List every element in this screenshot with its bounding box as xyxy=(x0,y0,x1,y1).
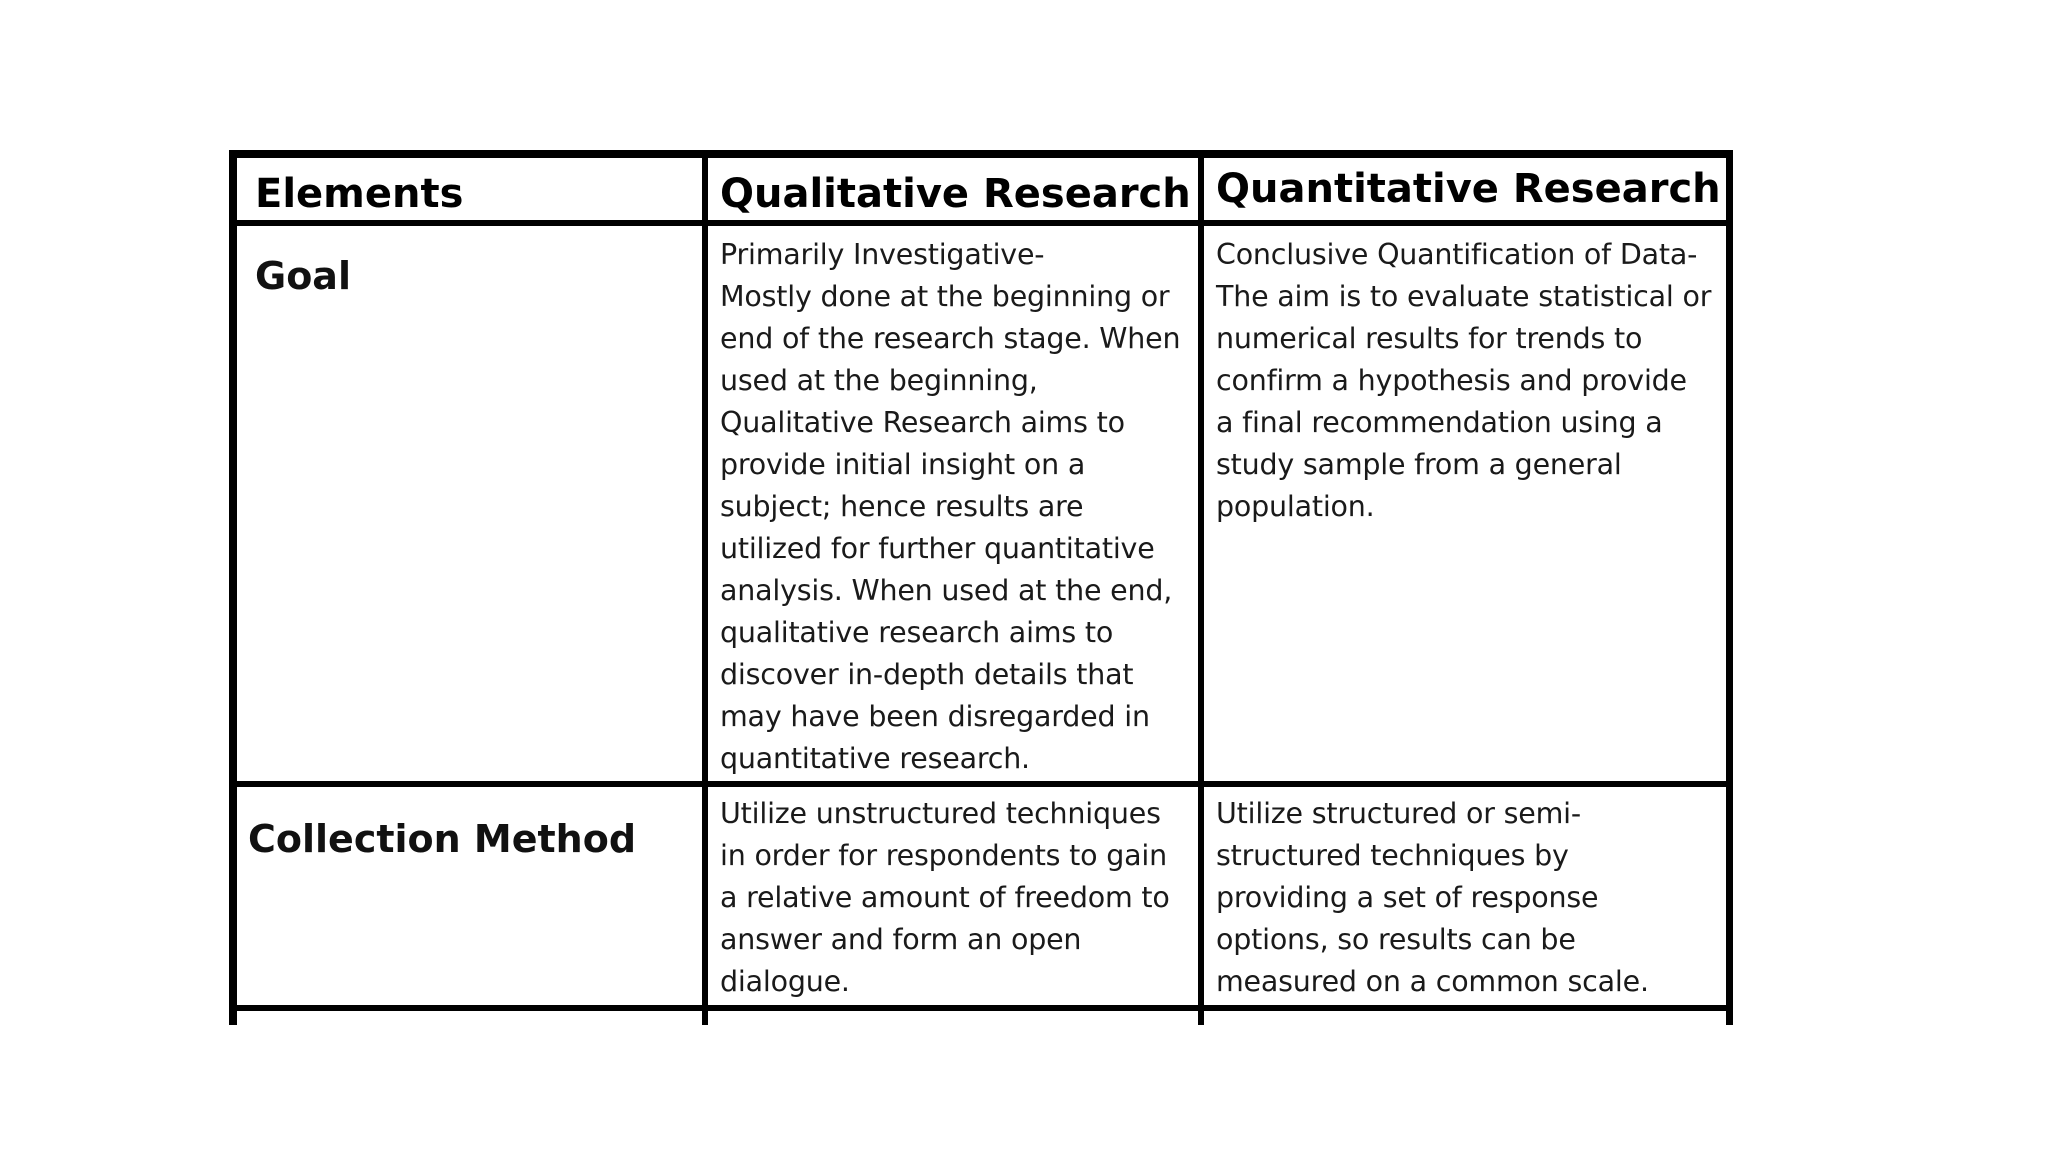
header-elements: Elements xyxy=(255,171,464,217)
row2-bottom-border xyxy=(229,1005,1733,1011)
comparison-table xyxy=(229,150,1733,1025)
row-label-collection-method: Collection Method xyxy=(248,817,637,861)
table-top-border xyxy=(229,150,1733,158)
goal-qualitative-text: Primarily Investigative- Mostly done at the beginning or end of the research stage. When used at the beginning, Qualitative Research aims to provide initial insight on a subject; hence results are utilized for further quantitative analysis. When used at the end, qualitative research aims to discover in-depth details that may have been disregarded in quantitative research. xyxy=(720,238,1181,775)
collection-method-quantitative-text: Utilize structured or semi- structured techniques by providing a set of response options, so results can be measured on a common scale. xyxy=(1216,797,1649,998)
table-left-border xyxy=(229,150,237,1025)
goal-quantitative-text: Conclusive Quantification of Data- The aim is to evaluate statistical or numerical results for trends to confirm a hypothesis and provide a final recommendation using a study sample from a general population. xyxy=(1216,238,1712,523)
column-divider-1 xyxy=(702,158,708,1025)
table-right-border xyxy=(1726,150,1733,1025)
row1-bottom-border xyxy=(229,781,1733,787)
column-divider-2 xyxy=(1198,150,1204,1025)
header-quantitative-research: Quantitative Research xyxy=(1216,166,1721,212)
header-bottom-border xyxy=(229,220,1733,226)
collection-method-qualitative-text: Utilize unstructured techniques in order for respondents to gain a relative amount of freedom to answer and form an open dialogue. xyxy=(720,797,1170,998)
header-qualitative-research: Qualitative Research xyxy=(720,171,1191,217)
row-label-goal: Goal xyxy=(255,254,351,298)
